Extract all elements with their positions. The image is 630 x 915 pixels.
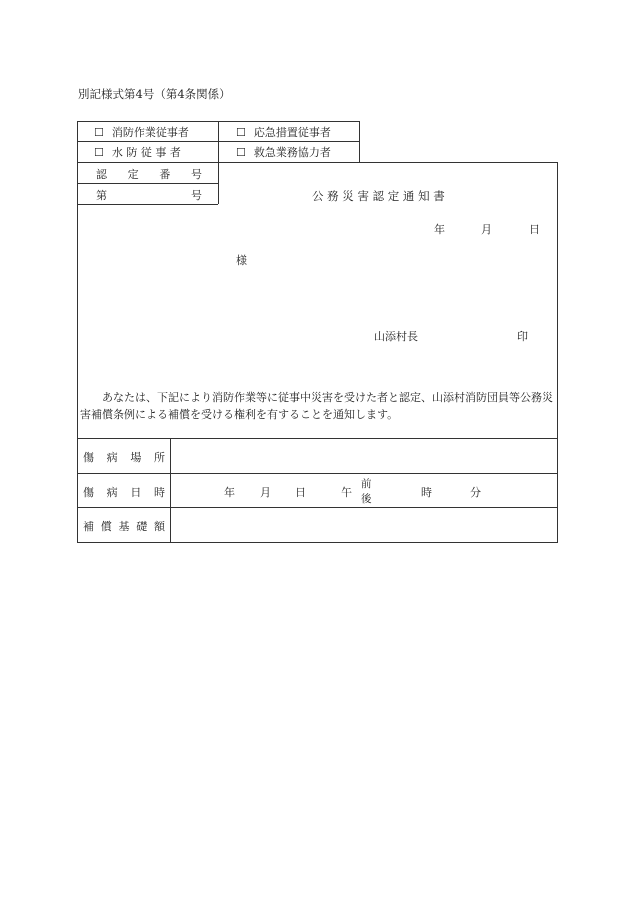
- injury-day-label: 日: [295, 486, 306, 499]
- injury-year-label: 年: [224, 486, 235, 499]
- checkbox-icon[interactable]: ☐: [94, 146, 104, 159]
- grid-line: [77, 438, 558, 439]
- date-month-label: 月: [481, 223, 492, 236]
- checkbox-icon[interactable]: ☐: [236, 126, 246, 139]
- seal-mark: 印: [517, 330, 528, 343]
- notice-title: 公 務 災 害 認 定 通 知 書: [312, 189, 445, 203]
- issuer-name: 山添村長: [374, 330, 418, 343]
- checkbox-item-emergency-measures[interactable]: ☐ 応急措置従事者: [236, 126, 331, 139]
- injury-before-label: 前: [361, 478, 372, 490]
- grid-line: [77, 183, 218, 184]
- injury-month-label: 月: [260, 486, 271, 499]
- recipient-suffix: 様: [236, 254, 247, 267]
- grid-line: [77, 507, 558, 508]
- grid-line: [77, 542, 558, 543]
- checkbox-item-ambulance-cooperation[interactable]: ☐ 救急業務協力者: [236, 146, 331, 159]
- form-label: 別記様式第4号（第4条関係）: [78, 87, 231, 101]
- injury-gozen-label: 午: [341, 486, 352, 499]
- cert-number-label: 認 定 番 号: [96, 168, 202, 181]
- checkbox-item-flood-defense[interactable]: ☐ 水 防 従 事 者: [94, 146, 181, 159]
- cert-number-dai: 第: [96, 189, 107, 202]
- injury-hour-label: 時: [421, 486, 432, 499]
- compensation-base-label: 補 償 基 礎 額: [83, 520, 165, 533]
- grid-line: [170, 438, 171, 542]
- grid-line: [77, 473, 558, 474]
- notice-body-text: あなたは、下記により消防作業等に従事中災害を受けた者と認定、山添村消防団員等公務災害補償条例による補償を受ける権利を有することを通知します。: [80, 391, 553, 421]
- date-day-label: 日: [529, 223, 540, 236]
- date-year-label: 年: [434, 223, 445, 236]
- grid-line: [77, 204, 218, 205]
- injury-minute-label: 分: [470, 486, 481, 499]
- checkbox-item-fire-work[interactable]: ☐ 消防作業従事者: [94, 126, 189, 139]
- injury-location-label: 傷 病 場 所: [83, 451, 165, 464]
- injury-after-label: 後: [361, 493, 372, 505]
- grid-line: [218, 121, 219, 204]
- checkbox-icon[interactable]: ☐: [94, 126, 104, 139]
- injury-datetime-label: 傷 病 日 時: [83, 486, 165, 499]
- grid-line: [557, 162, 558, 543]
- grid-line: [77, 162, 558, 163]
- cert-number-go: 号: [191, 189, 202, 202]
- checkbox-icon[interactable]: ☐: [236, 146, 246, 159]
- grid-line: [77, 121, 78, 543]
- grid-line: [359, 121, 360, 162]
